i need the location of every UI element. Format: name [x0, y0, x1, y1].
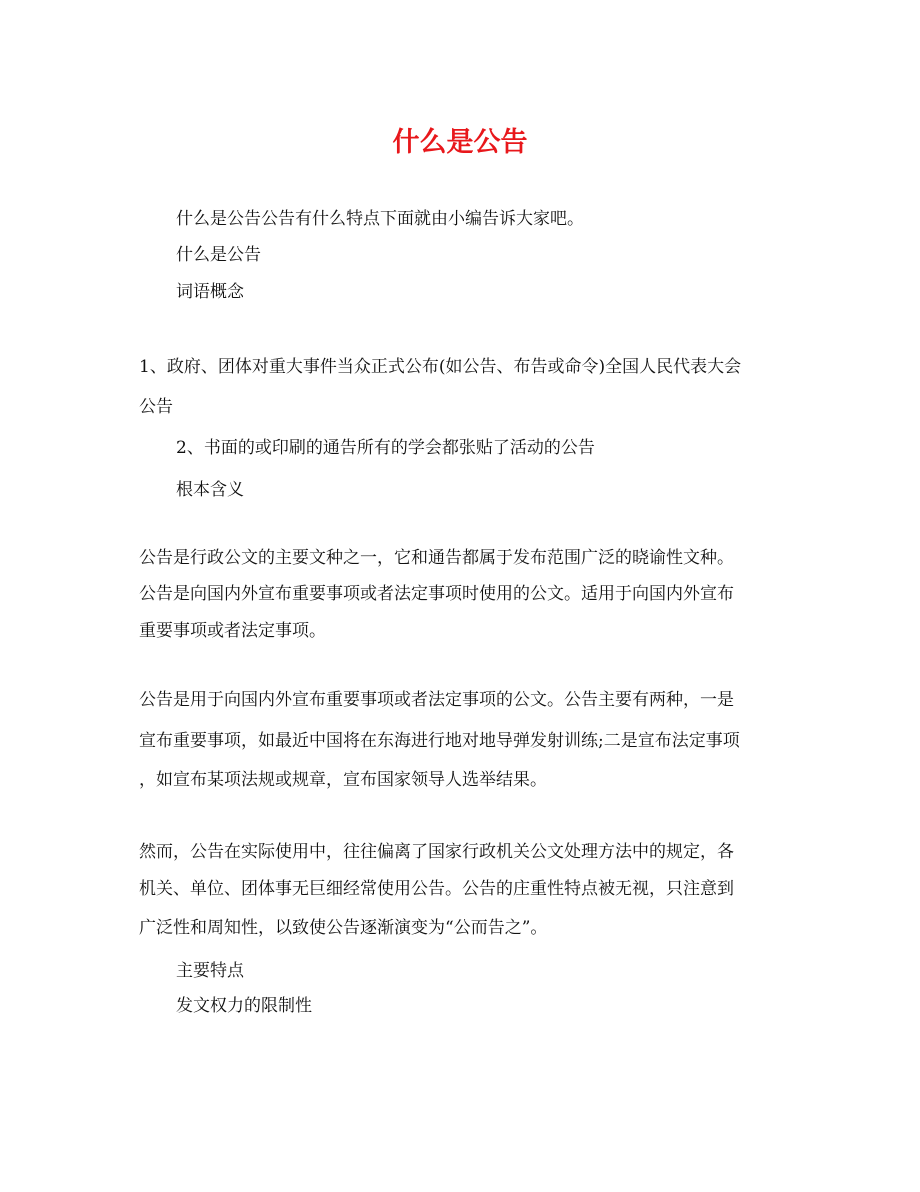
- paragraph-line: 公告: [139, 397, 173, 417]
- intro-line: 什么是公告公告有什么特点下面就由小编告诉大家吧。: [176, 209, 584, 229]
- section-heading: 主要特点: [176, 961, 244, 981]
- document-title: 什么是公告: [392, 127, 528, 158]
- section-heading: 词语概念: [176, 282, 244, 302]
- paragraph-line: ，如宣布某项法规或规章，宣布国家领导人选举结果。: [139, 770, 547, 790]
- section-heading: 什么是公告: [176, 245, 261, 265]
- section-heading: 根本含义: [176, 480, 244, 500]
- paragraph-line: 宣布重要事项，如最近中国将在东海进行地对地导弹发射训练;二是宣布法定事项: [139, 731, 740, 751]
- paragraph-line: 重要事项或者法定事项。: [139, 621, 326, 641]
- section-heading: 发文权力的限制性: [176, 996, 312, 1016]
- paragraph-line: 公告是向国内外宣布重要事项或者法定事项时使用的公文。适用于向国内外宣布: [139, 584, 734, 604]
- paragraph-line: 1、政府、团体对重大事件当众正式公布(如公告、布告或命令)全国人民代表大会: [139, 357, 742, 377]
- paragraph-line: 广泛性和周知性，以致使公告逐渐演变为“公而告之”。: [139, 918, 548, 938]
- paragraph-line: 公告是行政公文的主要文种之一，它和通告都属于发布范围广泛的晓谕性文种。: [139, 548, 734, 568]
- paragraph-line: 机关、单位、团体事无巨细经常使用公告。公告的庄重性特点被无视，只注意到: [139, 879, 734, 899]
- paragraph-line: 2、书面的或印刷的通告所有的学会都张贴了活动的公告: [176, 438, 595, 458]
- paragraph-line: 公告是用于向国内外宣布重要事项或者法定事项的公文。公告主要有两种，一是: [139, 690, 734, 710]
- paragraph-line: 然而，公告在实际使用中，往往偏离了国家行政机关公文处理方法中的规定，各: [139, 842, 734, 862]
